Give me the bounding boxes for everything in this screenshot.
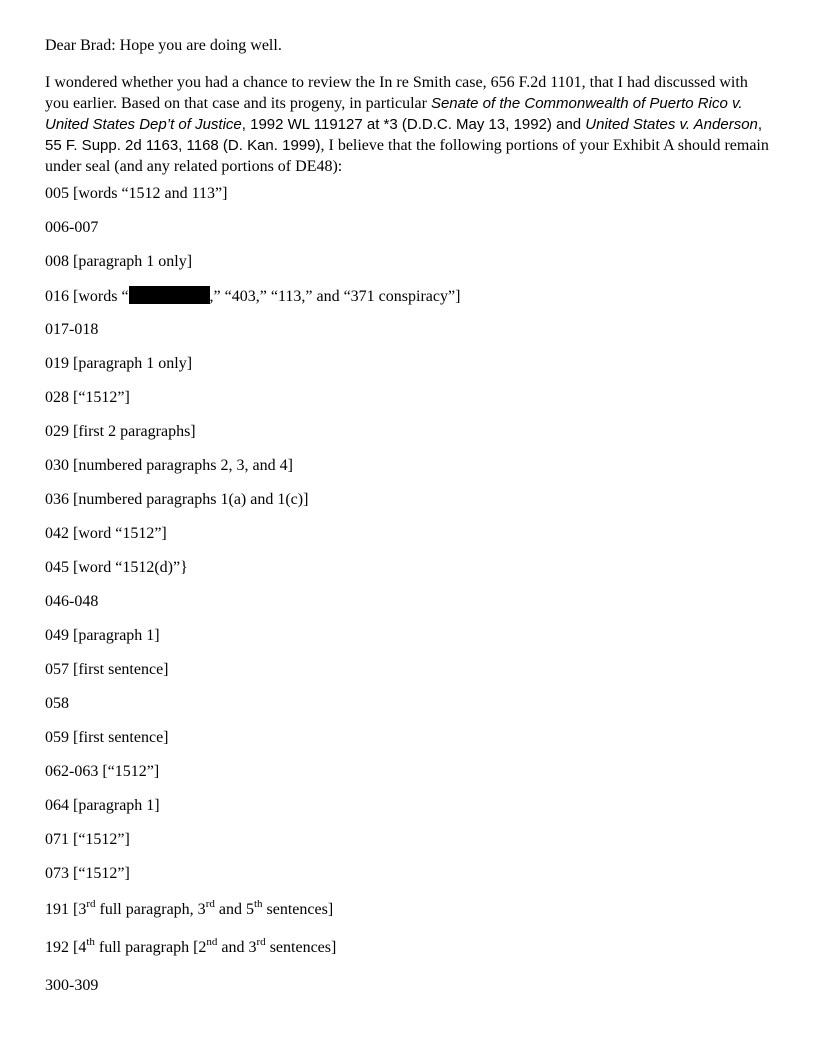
- superscript: rd: [256, 935, 266, 948]
- list-item: 005 [words “1512 and 113”]: [45, 185, 228, 202]
- citation-2-name: United States v. Anderson: [585, 116, 758, 133]
- list-item: 042 [word “1512”]: [45, 525, 167, 542]
- entry-text: full paragraph, 3: [95, 901, 206, 918]
- intro-text-2: , I believe that the following portions of your Exhibit A should remain under seal (and any related portions of DE48):: [45, 137, 769, 175]
- intro-text-1: I wondered whether you had a chance to review the In re Smith case, 656 F.2d 1101, that I had discussed with you earlier. Based on that case and its progeny, in particular: [45, 74, 748, 112]
- entry-text: 191 [3: [45, 901, 87, 918]
- list-item: 300-309: [45, 977, 99, 994]
- list-item: 073 [“1512”]: [45, 865, 130, 882]
- list-item: 045 [word “1512(d)”}: [45, 559, 188, 576]
- list-item: [45, 897, 334, 920]
- list-item: [45, 935, 337, 958]
- redaction-block: [129, 286, 210, 304]
- entry-text: sentences]: [265, 939, 337, 956]
- list-item: 028 [“1512”]: [45, 389, 130, 406]
- letter-page: [45, 36, 771, 994]
- list-item: 036 [numbered paragraphs 1(a) and 1(c)]: [45, 491, 309, 508]
- list-item: 046-048: [45, 593, 99, 610]
- citation-1-detail: , 1992 WL 119127 at *3 (D.D.C. May 13, 1992) and: [241, 116, 586, 133]
- list-item: 029 [first 2 paragraphs]: [45, 423, 196, 440]
- list-item: 071 [“1512”]: [45, 831, 130, 848]
- list-item: 058: [45, 695, 69, 712]
- intro-paragraph: [45, 72, 771, 177]
- list-item: 008 [paragraph 1 only]: [45, 253, 193, 270]
- superscript: nd: [206, 935, 218, 948]
- entry-text: 192 [4: [45, 939, 87, 956]
- entry-text: and 3: [217, 939, 257, 956]
- superscript: rd: [86, 897, 96, 910]
- entry-text: 016 [words “: [45, 288, 129, 305]
- superscript: th: [86, 935, 95, 948]
- entry-text: ,” “403,” “113,” and “371 conspiracy”]: [209, 288, 461, 305]
- list-item: 064 [paragraph 1]: [45, 797, 160, 814]
- list-item: 006-007: [45, 219, 99, 236]
- superscript: rd: [205, 897, 215, 910]
- entry-text: and 5: [214, 901, 254, 918]
- list-item: [45, 286, 460, 307]
- list-item: 062-063 [“1512”]: [45, 763, 160, 780]
- list-item: 017-018: [45, 321, 99, 338]
- list-item: 030 [numbered paragraphs 2, 3, and 4]: [45, 457, 293, 474]
- entry-text: sentences]: [262, 901, 334, 918]
- entry-text: full paragraph [2: [94, 939, 207, 956]
- superscript: th: [253, 897, 263, 910]
- list-item: 049 [paragraph 1]: [45, 627, 160, 644]
- greeting: Dear Brad: Hope you are doing well.: [45, 37, 282, 54]
- citation-2-detail: , 55 F. Supp. 2d 1163, 1168 (D. Kan. 1999): [45, 116, 763, 154]
- citation-1-name: Senate of the Commonwealth of Puerto Rico v. United States Dep’t of Justice: [45, 95, 743, 133]
- list-item: 059 [first sentence]: [45, 729, 169, 746]
- list-item: 019 [paragraph 1 only]: [45, 355, 193, 372]
- list-item: 057 [first sentence]: [45, 661, 169, 678]
